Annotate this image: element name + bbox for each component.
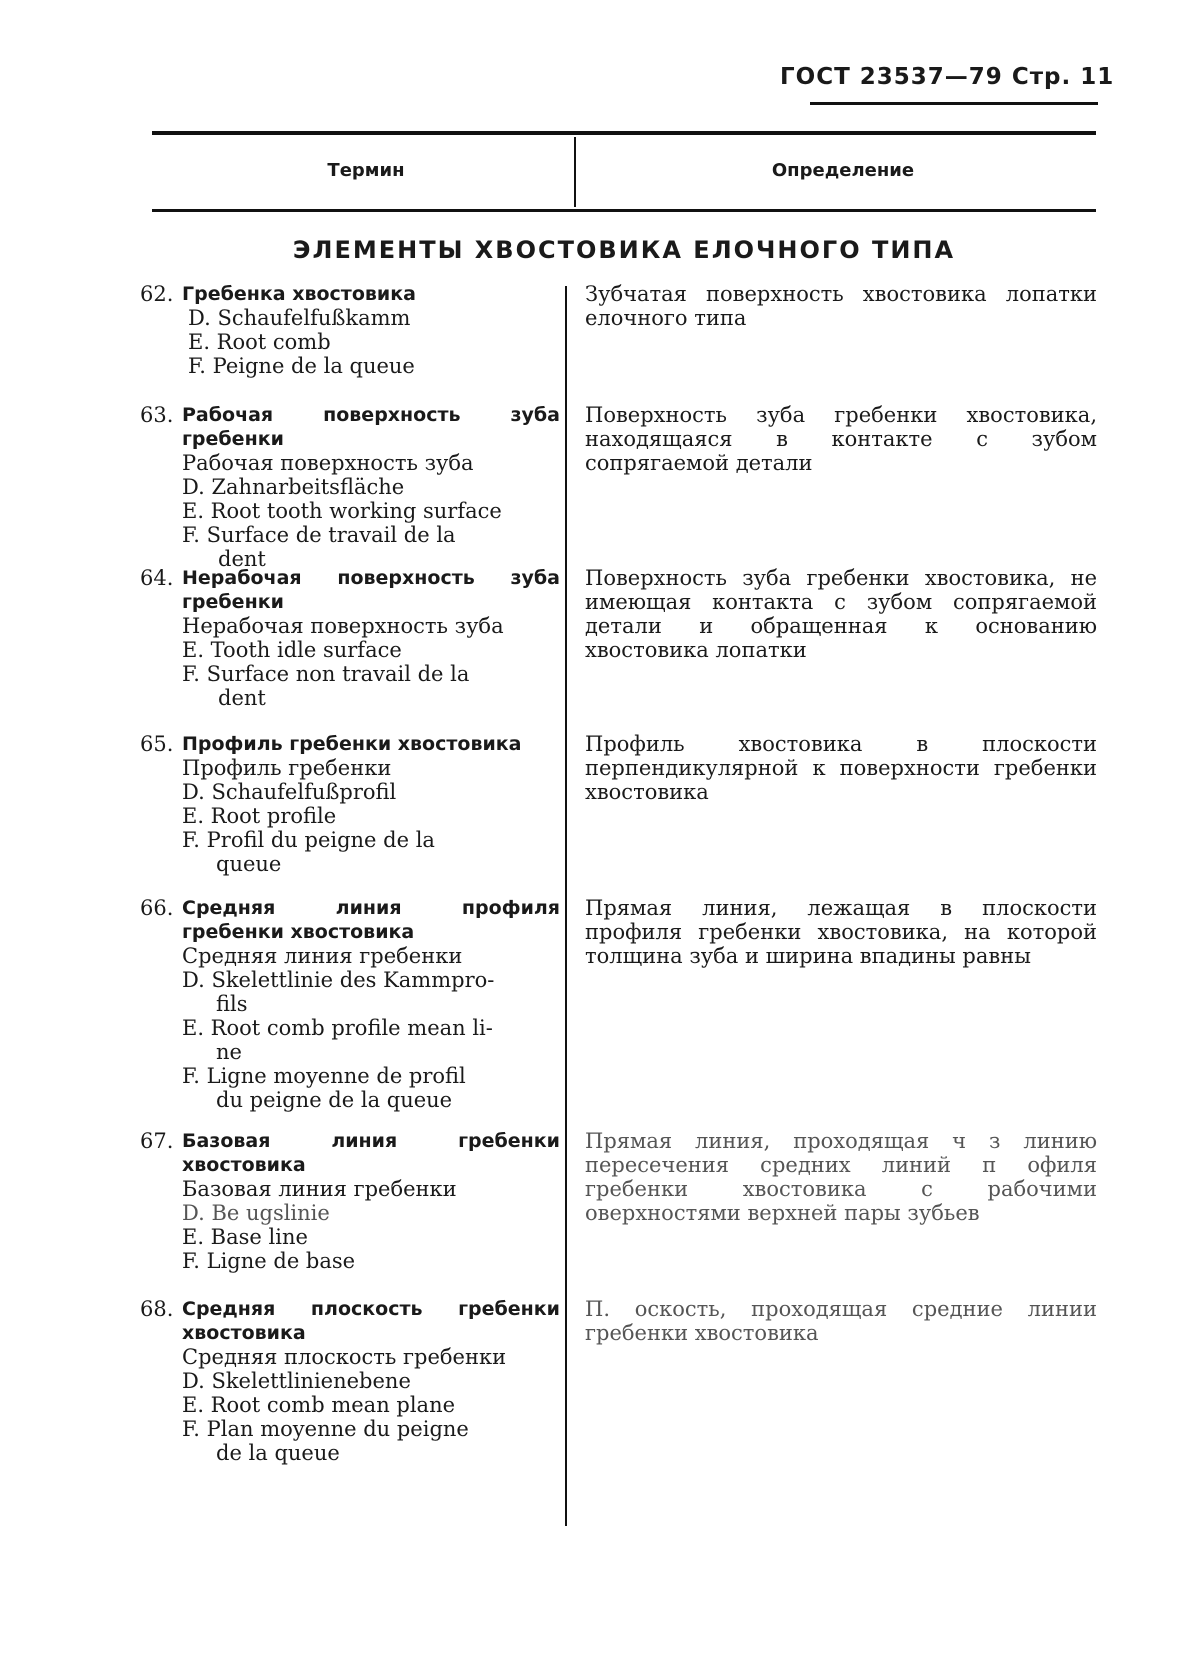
column-header-definition: Определение (771, 160, 915, 181)
term-synonym: Средняя линия гребенки (182, 944, 463, 968)
term-synonym: F. Surface de travail de la (182, 523, 456, 547)
term-synonym: fils (216, 992, 248, 1016)
term-synonym: E. Root comb mean plane (182, 1393, 456, 1417)
term-synonym: F. Plan moyenne du peigne (182, 1417, 469, 1441)
term-synonym: Средняя плоскость гребенки (182, 1345, 507, 1369)
term-number: 66. (140, 896, 174, 920)
term-synonym: ne (216, 1040, 242, 1064)
definition-67: Прямая линия, проходящая ч з линию пересечения средних линий п офиля гребенки хвостовика с рабочими оверхностями верхней пары зубьев (585, 1129, 1097, 1225)
term-entry-64 (140, 566, 560, 710)
section-title: ЭЛЕМЕНТЫ ХВОСТОВИКА ЕЛОЧНОГО ТИПА (292, 236, 956, 264)
definition-65: Профиль хвостовика в плоскости перпендикулярной к поверхности гребенки хвостовика (585, 732, 1097, 804)
term-entry-67 (140, 1129, 560, 1273)
term-synonym: D. Skelettlinie des Kammpro- (182, 968, 495, 992)
page-header: ГОСТ 23537—79 Стр. 11 (780, 64, 1115, 90)
term-synonym: E. Root comb profile mean li- (182, 1016, 493, 1040)
term-title: Средняя линия профиля гребенки хвостовика (182, 897, 560, 943)
definition-64: Поверхность зуба гребенки хвостовика, не имеющая контакта с зубом сопрягаемой детали и обращенная к основанию хвостовика лопатки (585, 566, 1097, 662)
table-rule-top (152, 131, 1096, 135)
term-synonym: dent (218, 686, 266, 710)
term-synonym: E. Root profile (182, 804, 337, 828)
term-entry-66 (140, 896, 560, 1112)
term-title: Базовая линия гребенки хвостовика (182, 1130, 560, 1176)
term-synonym: F. Surface non travail de la (182, 662, 470, 686)
term-synonym: E. Base line (182, 1225, 308, 1249)
term-number: 62. (140, 282, 174, 306)
term-synonym: de la queue (216, 1441, 340, 1465)
table-rule-bottom (152, 209, 1096, 212)
term-entry-63 (140, 403, 560, 571)
definition-66: Прямая линия, лежащая в плоскости профиля гребенки хвостовика, на которой толщина зуба и ширина впадины равны (585, 896, 1097, 968)
term-synonym: D. Schaufelfußprofil (182, 780, 397, 804)
term-number: 64. (140, 566, 174, 590)
term-synonym: Базовая линия гребенки (182, 1177, 457, 1201)
term-synonym: F. Peigne de la queue (188, 354, 415, 378)
column-divider-body (565, 286, 567, 1526)
term-title: Профиль гребенки хвостовика (182, 733, 522, 755)
term-synonym: F. Ligne de base (182, 1249, 356, 1273)
term-entry-68 (140, 1297, 560, 1465)
term-number: 68. (140, 1297, 174, 1321)
term-synonym: D. Be ugslinie (182, 1201, 330, 1225)
term-number: 65. (140, 732, 174, 756)
term-entry-62 (140, 282, 560, 378)
term-title: Нерабочая поверхность зуба гребенки (182, 567, 560, 613)
term-synonym: D. Schaufelfußkamm (188, 306, 411, 330)
term-synonym: D. Zahnarbeitsfläche (182, 475, 405, 499)
definition-63: Поверхность зуба гребенки хвостовика, находящаяся в контакте с зубом сопрягаемой детали (585, 403, 1097, 475)
term-synonym: F. Ligne moyenne de profil (182, 1064, 466, 1088)
column-header-term: Термин (327, 160, 405, 181)
definition-68: П. оскость, проходящая средние линии гребенки хвостовика (585, 1297, 1097, 1345)
term-number: 63. (140, 403, 174, 427)
term-synonym: Рабочая поверхность зуба (182, 451, 474, 475)
term-synonym: F. Profil du peigne de la (182, 828, 435, 852)
definition-62: Зубчатая поверхность хвостовика лопатки елочного типа (585, 282, 1097, 330)
header-rule (810, 102, 1098, 105)
term-number: 67. (140, 1129, 174, 1153)
term-synonym: Профиль гребенки (182, 756, 392, 780)
term-title: Средняя плоскость гребенки хвостовика (182, 1298, 560, 1344)
term-synonym: du peigne de la queue (216, 1088, 453, 1112)
term-synonym: D. Skelettlinienebene (182, 1369, 411, 1393)
term-synonym: E. Root comb (188, 330, 331, 354)
column-divider-header (574, 137, 576, 207)
term-synonym: Нерабочая поверхность зуба (182, 614, 504, 638)
term-entry-65 (140, 732, 560, 876)
term-title: Гребенка хвостовика (182, 283, 416, 305)
term-synonym: dent (218, 547, 266, 571)
term-synonym: E. Tooth idle surface (182, 638, 402, 662)
term-synonym: E. Root tooth working surface (182, 499, 502, 523)
term-synonym: queue (216, 852, 282, 876)
term-title: Рабочая поверхность зуба гребенки (182, 404, 560, 450)
